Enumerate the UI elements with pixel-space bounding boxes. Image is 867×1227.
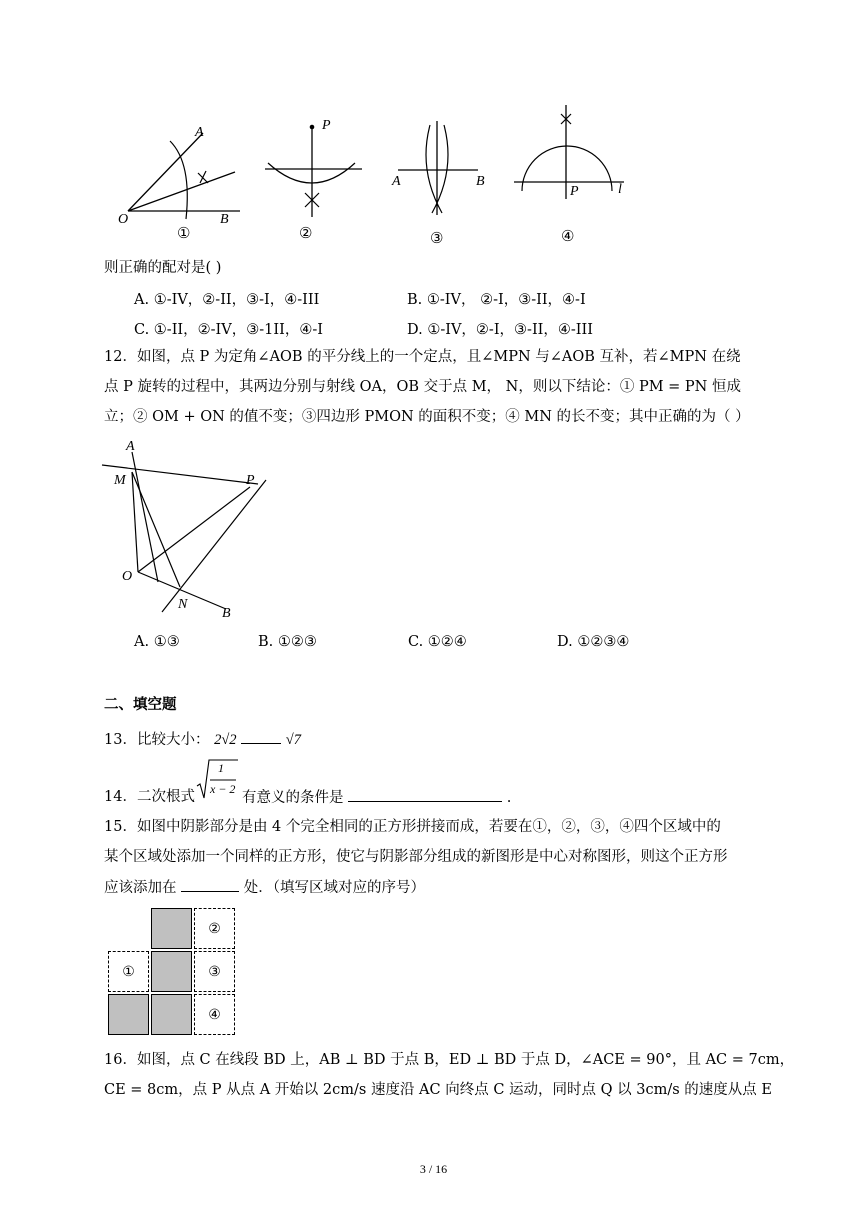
q14-numerator: 1: [218, 761, 224, 775]
q15-line-3-pre: 应该添加在: [104, 880, 177, 896]
q12-label-A: A: [126, 439, 135, 454]
q11-option-a[interactable]: [134, 288, 319, 309]
fig3-number: ③: [430, 231, 444, 247]
q12-label-O: O: [122, 569, 133, 584]
q15-answer-blank[interactable]: [181, 877, 239, 892]
q12-option-c-text: ①②④: [427, 634, 467, 650]
fig1-label-O: O: [118, 212, 129, 227]
q12-option-d-text: ①②③④: [577, 634, 630, 650]
fig3-label-B: B: [476, 174, 485, 189]
fig2-label-P: P: [322, 118, 331, 133]
q16-line-1: 16．如图，点 C 在线段 BD 上，AB ⊥ BD 于点 B，ED ⊥ BD 于点 D，∠ACE = 90°，且 AC = 7cm，: [104, 1052, 795, 1068]
q14-radical: [196, 758, 238, 802]
q12-option-b-letter: B.: [258, 634, 274, 650]
q14-end: .: [506, 790, 512, 806]
q12-option-a-letter: A.: [134, 634, 150, 650]
region-1[interactable]: [108, 951, 149, 992]
q14-answer-blank[interactable]: [348, 787, 502, 802]
q11-option-a-text: ①-IV，②-II，③-I，④-III: [153, 292, 320, 308]
q15-line-2: 某个区域处添加一个同样的正方形，使它与阴影部分组成的新图形是中心对称图形，则这个正方形: [104, 849, 728, 865]
q14-suffix: 有意义的条件是: [242, 790, 344, 806]
q12-figure: [98, 432, 278, 622]
q11-prompt: 则正确的配对是( ): [104, 260, 222, 276]
q14-prefix: 14．二次根式: [104, 789, 195, 805]
q11-figure-1: [118, 125, 240, 242]
q11-option-c-letter: C.: [134, 322, 150, 338]
q12-option-d-letter: D.: [557, 634, 573, 650]
q12-option-d[interactable]: [557, 634, 629, 650]
q14-denominator: x − 2: [210, 782, 236, 796]
q11-option-c-text: ①-II，②-IV，③-1II，④-I: [153, 322, 323, 338]
region-3[interactable]: [194, 951, 235, 992]
q12-label-B: B: [222, 606, 231, 621]
q12-option-c[interactable]: [408, 634, 467, 650]
section-title: 二、填空题: [104, 697, 177, 713]
q12-option-c-letter: C.: [408, 634, 424, 650]
q15-grid: [108, 908, 238, 1038]
fig1-label-A: A: [195, 125, 204, 140]
fig4-label-l: l: [618, 182, 622, 197]
q12-option-b[interactable]: [258, 634, 317, 650]
q11-option-d-letter: D.: [407, 322, 423, 338]
q11-option-b-text: ①-IV， ②-I，③-II，④-I: [426, 292, 586, 308]
q12-line-1: 12．如图，点 P 为定角∠AOB 的平分线上的一个定点，且∠MPN 与∠AOB 互补，若∠MPN 在绕: [104, 349, 741, 365]
q13-left: 2√2: [214, 732, 237, 748]
q11-option-d-text: ①-IV，②-I，③-II，④-III: [427, 322, 593, 338]
q12-label-P: P: [246, 473, 255, 488]
fig4-label-P: P: [570, 184, 579, 199]
q13-prefix: 13．比较大小：: [104, 732, 210, 748]
q11-figure-2: [265, 118, 362, 242]
region-1-label: ①: [122, 963, 135, 980]
region-4[interactable]: [194, 994, 235, 1035]
q15-line-3: [104, 877, 425, 898]
fig4-number: ④: [561, 229, 575, 245]
q13-answer-blank[interactable]: [241, 729, 281, 744]
segment-op: [138, 487, 250, 572]
shaded-square: [108, 994, 149, 1035]
q11-figure-3: [391, 121, 485, 247]
shaded-square: [151, 951, 192, 992]
q12-option-b-text: ①②③: [277, 634, 317, 650]
shaded-square: [151, 994, 192, 1035]
q12-option-a-text: ①③: [153, 634, 180, 650]
q12-line-2: 点 P 旋转的过程中，其两边分别与射线 OA，OB 交于点 M， N，则以下结论：① PM = PN 恒成: [104, 379, 741, 395]
shaded-square: [151, 908, 192, 949]
q11-option-c[interactable]: [134, 318, 323, 339]
fig3-label-A: A: [392, 174, 401, 189]
fig2-number: ②: [299, 226, 313, 242]
q14-body: [242, 787, 511, 808]
region-2[interactable]: [194, 908, 235, 949]
q16-line-2: CE = 8cm，点 P 从点 A 开始以 2cm/s 速度沿 AC 向终点 C 运动，同时点 Q 以 3cm/s 的速度从点 E: [104, 1082, 772, 1098]
q11-option-d[interactable]: [407, 318, 593, 339]
page-number: 3 / 16: [419, 1162, 448, 1176]
q11-option-b-letter: B.: [407, 292, 423, 308]
q15-line-1: 15．如图中阴影部分是由 4 个完全相同的正方形拼接而成，若要在①，②，③，④四个区域中的: [104, 819, 721, 835]
q13: [104, 729, 301, 750]
q12-option-a[interactable]: [134, 634, 180, 650]
line-pn: [162, 480, 266, 612]
region-4-label: ④: [208, 1006, 221, 1023]
fig1-label-B: B: [220, 212, 229, 227]
q11-option-b[interactable]: [407, 288, 586, 309]
q12-label-M: M: [114, 473, 126, 488]
q11-figures: [100, 95, 660, 255]
q12-line-3: 立；② OM + ON 的值不变；③四边形 PMON 的面积不变；④ MN 的长不变；其中正确的为（ ）: [104, 409, 750, 425]
region-2-label: ②: [208, 920, 221, 937]
segment-mo: [132, 472, 138, 572]
q11-figure-4: [514, 105, 624, 245]
q15-line-3-post: 处．（填写区域对应的序号）: [243, 880, 425, 896]
q13-right: √7: [285, 732, 301, 748]
q11-option-a-letter: A.: [134, 292, 150, 308]
q12-label-N: N: [178, 597, 188, 612]
fig1-number: ①: [177, 226, 191, 242]
region-3-label: ③: [208, 963, 221, 980]
